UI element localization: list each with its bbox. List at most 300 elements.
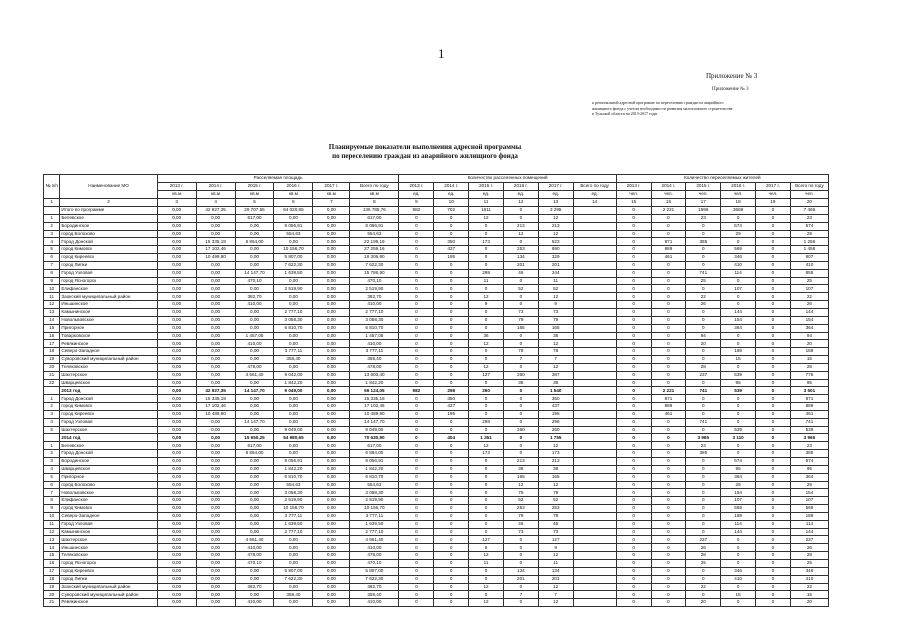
value-cell: 539 <box>790 426 828 434</box>
value-cell: 0,00 <box>313 458 350 466</box>
value-cell: 2 777,10 <box>350 528 399 536</box>
value-cell: 2 519,90 <box>274 285 313 293</box>
value-cell: 0 <box>399 458 434 466</box>
value-cell: 0,00 <box>157 481 196 489</box>
row-number <box>44 387 60 395</box>
value-cell: 0,00 <box>313 269 350 277</box>
value-cell: 12 <box>469 442 504 450</box>
row-number: 13 <box>44 536 60 544</box>
value-cell: 0,00 <box>274 450 313 458</box>
value-cell: 0,00 <box>196 583 235 591</box>
value-cell: 0,00 <box>313 363 350 371</box>
value-cell: 0 <box>399 410 434 418</box>
value-cell: 201 <box>503 261 538 269</box>
value-cell: 364 <box>790 324 828 332</box>
row-number: 6 <box>44 481 60 489</box>
value-cell: 0 <box>756 458 791 466</box>
municipality-name: Епифанское <box>60 285 157 293</box>
value-cell: 0 <box>721 536 756 544</box>
value-cell: 0 <box>686 528 721 536</box>
value-cell: 702 <box>434 207 469 215</box>
indicators-table <box>43 174 829 607</box>
value-cell: 0 <box>686 458 721 466</box>
value-cell: 1596 <box>686 207 721 215</box>
value-cell: 11 <box>538 277 573 285</box>
value-cell: 0,00 <box>196 332 235 340</box>
value-cell: 0,00 <box>235 489 274 497</box>
value-cell: 554,63 <box>274 481 313 489</box>
value-cell: 0,00 <box>196 363 235 371</box>
value-cell: 12 <box>538 340 573 348</box>
value-cell: 7 466 <box>790 207 828 215</box>
value-cell: 569 <box>721 505 756 513</box>
value-cell: 0 <box>616 418 651 426</box>
value-cell: 0 <box>756 277 791 285</box>
value-cell: 0 <box>651 552 686 560</box>
value-cell: 1 540 <box>538 387 573 395</box>
value-cell: 0 <box>399 450 434 458</box>
value-cell: 0 <box>651 230 686 238</box>
value-cell: 410,00 <box>350 544 399 552</box>
value-cell: 73 <box>503 308 538 316</box>
value-cell: 127 <box>469 371 504 379</box>
column-index: 2 <box>60 199 157 207</box>
total-header: Всего по году <box>573 183 616 191</box>
year-header: 2014 г. <box>196 183 235 191</box>
appendix-subtitle: Приложение № 3 <box>712 87 749 92</box>
value-cell: 28 <box>686 552 721 560</box>
group-premises-header: Количество расселенных помещений <box>399 175 616 183</box>
value-cell: 114 <box>790 520 828 528</box>
value-cell: 0 <box>616 246 651 254</box>
value-cell: 741 <box>686 418 721 426</box>
value-cell: 15 650,25 <box>235 434 274 442</box>
value-cell: 107 <box>721 497 756 505</box>
column-index: 10 <box>434 199 469 207</box>
value-cell: 0,00 <box>196 301 235 309</box>
value-cell: 29 <box>721 481 756 489</box>
value-cell: 12 <box>538 599 573 607</box>
row-number: 1 <box>44 214 60 222</box>
value-cell: 0,00 <box>313 591 350 599</box>
value-cell: 0 <box>756 497 791 505</box>
value-cell: 0 <box>686 481 721 489</box>
value-cell: 0 <box>399 473 434 481</box>
municipality-name: город Липки <box>60 575 157 583</box>
municipality-name: город Ясногорск <box>60 277 157 285</box>
row-number: 7 <box>44 489 60 497</box>
column-index: 4 <box>196 199 235 207</box>
value-cell: 470,10 <box>350 277 399 285</box>
value-cell: 0 <box>686 489 721 497</box>
value-cell: 0 <box>616 363 651 371</box>
document-title-line: по переселению граждан из аварийного жилищного фонда <box>332 152 518 160</box>
empty-cell <box>573 583 616 591</box>
value-cell: 20 <box>686 599 721 607</box>
year-header: 2016 г. <box>503 183 538 191</box>
value-cell: 0 <box>651 426 686 434</box>
value-cell: 0 <box>686 512 721 520</box>
value-cell: 9 <box>538 301 573 309</box>
value-cell: 410,00 <box>350 599 399 607</box>
value-cell: 0 <box>616 450 651 458</box>
value-cell: 364 <box>721 324 756 332</box>
value-cell: 0,00 <box>196 497 235 505</box>
value-cell: 0 <box>721 301 756 309</box>
value-cell: 385 <box>790 450 828 458</box>
empty-cell <box>573 505 616 513</box>
value-cell: 0,00 <box>196 552 235 560</box>
value-cell: 260 <box>503 426 538 434</box>
table-row <box>44 222 829 230</box>
municipality-name: Город Донской <box>60 238 157 246</box>
table-row <box>44 332 829 340</box>
value-cell: 0,00 <box>313 332 350 340</box>
municipality-name: Камынинское <box>60 528 157 536</box>
value-cell: 0,00 <box>196 230 235 238</box>
value-cell: 574 <box>790 222 828 230</box>
value-cell: 0 <box>721 340 756 348</box>
value-cell: 0,00 <box>235 458 274 466</box>
value-cell: 0,00 <box>313 505 350 513</box>
value-cell: 0,00 <box>157 465 196 473</box>
value-cell: 0,00 <box>274 301 313 309</box>
value-cell: 12 <box>469 293 504 301</box>
value-cell: 298 <box>538 418 573 426</box>
value-cell: 0,00 <box>196 269 235 277</box>
value-cell: 0 <box>651 458 686 466</box>
value-cell: 0,00 <box>157 458 196 466</box>
value-cell: 741 <box>790 418 828 426</box>
value-cell: 0 <box>756 473 791 481</box>
value-cell: 382,70 <box>235 583 274 591</box>
value-cell: 1 256 <box>790 238 828 246</box>
value-cell: 0 <box>756 207 791 215</box>
value-cell: 17 102,46 <box>350 403 399 411</box>
value-cell: 0 <box>434 340 469 348</box>
appendix-description-line: к региональной адресной программе по переселению граждан из аварийного <box>592 100 724 105</box>
value-cell: 0,00 <box>157 410 196 418</box>
value-cell: 0 <box>651 559 686 567</box>
value-cell: 0 <box>721 214 756 222</box>
value-cell: 0 <box>503 544 538 552</box>
value-cell: 0 <box>651 340 686 348</box>
value-cell: 382,70 <box>350 293 399 301</box>
value-cell: 0 <box>469 222 504 230</box>
value-cell: 0 <box>434 599 469 607</box>
value-cell: 165 <box>503 473 538 481</box>
value-cell: 3 777,11 <box>274 512 313 520</box>
appendix-description-line: жилищного фонда с учетом необходимости развития малоэтажного строительства <box>592 105 733 111</box>
value-cell: 0,00 <box>313 230 350 238</box>
row-number: 3 <box>44 458 60 466</box>
row-number: 12 <box>44 528 60 536</box>
value-cell: 346 <box>721 567 756 575</box>
value-cell: 0 <box>503 418 538 426</box>
value-cell: 134 <box>503 567 538 575</box>
municipality-name: Шварцевское <box>60 465 157 473</box>
value-cell: 28 <box>790 552 828 560</box>
value-cell: 0 <box>434 426 469 434</box>
empty-cell <box>573 575 616 583</box>
value-cell: 0 <box>399 489 434 497</box>
value-cell: 0 <box>503 403 538 411</box>
empty-cell <box>573 410 616 418</box>
value-cell: 574 <box>721 222 756 230</box>
value-cell: 0 <box>686 348 721 356</box>
value-cell: 0 <box>399 403 434 411</box>
value-cell: 0 <box>434 536 469 544</box>
value-cell: 889 <box>651 246 686 254</box>
value-cell: 0 <box>651 489 686 497</box>
year-header: 2013 г. <box>399 183 434 191</box>
value-cell: 0 <box>686 324 721 332</box>
value-cell: 0 <box>721 332 756 340</box>
empty-cell <box>573 442 616 450</box>
value-cell: 0 <box>756 520 791 528</box>
row-number: 19 <box>44 583 60 591</box>
value-cell: 0,00 <box>313 254 350 262</box>
value-cell: 574 <box>790 458 828 466</box>
empty-cell <box>573 230 616 238</box>
column-index: 6 <box>274 199 313 207</box>
table-row <box>44 575 829 583</box>
value-cell: 0 <box>616 505 651 513</box>
value-cell: 0,00 <box>313 340 350 348</box>
value-cell: 0 <box>756 316 791 324</box>
value-cell: 0 <box>434 269 469 277</box>
value-cell: 0 <box>616 261 651 269</box>
municipality-name: Теляковское <box>60 363 157 371</box>
value-cell: 0,00 <box>313 261 350 269</box>
value-cell: 0 <box>503 434 538 442</box>
table-row <box>44 497 829 505</box>
value-cell: 0 <box>616 285 651 293</box>
municipality-name: город Болохово <box>60 481 157 489</box>
table-row <box>44 371 829 379</box>
value-cell: 0 <box>616 214 651 222</box>
table-row <box>44 246 829 254</box>
value-cell: 0,00 <box>157 379 196 387</box>
value-cell: 0 <box>651 418 686 426</box>
value-cell: 0 <box>721 395 756 403</box>
value-cell: 0 <box>651 332 686 340</box>
value-cell: 0 <box>469 520 504 528</box>
value-cell: 0,00 <box>157 497 196 505</box>
row-number: 1 <box>44 442 60 450</box>
value-cell: 0 <box>399 324 434 332</box>
value-cell: 144 <box>721 528 756 536</box>
table-row <box>44 450 829 458</box>
value-cell: 0 <box>721 450 756 458</box>
value-cell: 0 <box>616 458 651 466</box>
value-cell: 0 <box>756 340 791 348</box>
table-row <box>44 403 829 411</box>
value-cell: 213 <box>503 222 538 230</box>
empty-cell <box>573 277 616 285</box>
value-cell: 2 777,10 <box>350 308 399 316</box>
value-cell: 0,00 <box>157 489 196 497</box>
value-cell: 0 <box>756 371 791 379</box>
value-cell: 0 <box>434 559 469 567</box>
unit-header: ед. <box>573 191 616 199</box>
value-cell: 470,10 <box>350 559 399 567</box>
empty-cell <box>573 465 616 473</box>
unit-header: кв.м <box>274 191 313 199</box>
row-number: 3 <box>44 230 60 238</box>
value-cell: 0,00 <box>235 575 274 583</box>
value-cell: 0 <box>616 567 651 575</box>
value-cell: 0 <box>503 410 538 418</box>
value-cell: 12 <box>538 214 573 222</box>
value-cell: 0,00 <box>313 379 350 387</box>
value-cell: 0,00 <box>196 418 235 426</box>
value-cell: 8 056,91 <box>274 222 313 230</box>
value-cell: 0 <box>434 371 469 379</box>
value-cell: 0 <box>686 316 721 324</box>
value-cell: 2 221 <box>651 387 686 395</box>
value-cell: 201 <box>538 261 573 269</box>
value-cell: 0,00 <box>313 246 350 254</box>
value-cell: 0,00 <box>157 261 196 269</box>
value-cell: 0,00 <box>274 410 313 418</box>
value-cell: 0,00 <box>157 520 196 528</box>
municipality-name: Суворовский муниципальный район <box>60 591 157 599</box>
value-cell: 3 501 <box>790 387 828 395</box>
value-cell: 0,00 <box>196 324 235 332</box>
appendix-description-line: в Тульской области на 2013-2017 годы <box>592 111 658 117</box>
value-cell: 10 489,90 <box>196 410 235 418</box>
value-cell: 0,00 <box>313 418 350 426</box>
municipality-name: Город Донской <box>60 395 157 403</box>
value-cell: 0,00 <box>196 450 235 458</box>
value-cell: 410,00 <box>350 301 399 309</box>
value-cell: 189 <box>790 512 828 520</box>
municipality-name: Город Узловая <box>60 520 157 528</box>
value-cell: 0,00 <box>313 465 350 473</box>
year-header: 2016 г. <box>721 183 756 191</box>
value-cell: 52 <box>538 497 573 505</box>
value-cell: 0,00 <box>196 458 235 466</box>
value-cell: 0 <box>721 559 756 567</box>
value-cell: 0 <box>434 583 469 591</box>
value-cell: 0 <box>686 567 721 575</box>
value-cell: 298 <box>434 387 469 395</box>
value-cell: 0,00 <box>157 434 196 442</box>
value-cell: 0 <box>686 379 721 387</box>
table-row <box>44 512 829 520</box>
value-cell: 0 <box>399 442 434 450</box>
value-cell: 0 <box>756 293 791 301</box>
year-header: 2013 г. <box>157 183 196 191</box>
value-cell: 0 <box>616 473 651 481</box>
value-cell: 107 <box>790 497 828 505</box>
value-cell: 0 <box>616 379 651 387</box>
value-cell: 690 <box>538 246 573 254</box>
value-cell: 0 <box>503 395 538 403</box>
value-cell: 0 <box>651 591 686 599</box>
value-cell: 0 <box>434 489 469 497</box>
value-cell: 15 <box>790 591 828 599</box>
value-cell: 6 864,00 <box>235 238 274 246</box>
row-number: 8 <box>44 497 60 505</box>
value-cell: 0,00 <box>313 214 350 222</box>
value-cell: 0,00 <box>196 442 235 450</box>
value-cell: 0,00 <box>235 410 274 418</box>
value-cell: 154 <box>790 489 828 497</box>
value-cell: 29 707,55 <box>235 207 274 215</box>
value-cell: 10 156,70 <box>274 246 313 254</box>
row-number: 10 <box>44 512 60 520</box>
table-row <box>44 395 829 403</box>
empty-cell <box>573 348 616 356</box>
value-cell: 173 <box>469 450 504 458</box>
value-cell: 0,00 <box>313 559 350 567</box>
value-cell: 0 <box>756 575 791 583</box>
value-cell: 0 <box>756 230 791 238</box>
empty-cell <box>573 559 616 567</box>
value-cell: 0,00 <box>235 395 274 403</box>
value-cell: 0,00 <box>313 426 350 434</box>
value-cell: 7 622,30 <box>274 575 313 583</box>
value-cell: 0 <box>756 410 791 418</box>
empty-cell <box>573 387 616 395</box>
value-cell: 617,00 <box>235 442 274 450</box>
value-cell: 0,00 <box>157 246 196 254</box>
value-cell: 0 <box>651 348 686 356</box>
value-cell: 0 <box>756 324 791 332</box>
value-cell: 0 <box>469 254 504 262</box>
value-cell: 523 <box>538 238 573 246</box>
table-row <box>44 207 829 215</box>
value-cell: 461 <box>790 410 828 418</box>
value-cell: 201 <box>503 575 538 583</box>
value-cell: 1 639,50 <box>274 269 313 277</box>
value-cell: 12 <box>538 230 573 238</box>
value-cell: 6 810,70 <box>274 473 313 481</box>
value-cell: 0,00 <box>235 356 274 364</box>
value-cell: 0,00 <box>157 207 196 215</box>
value-cell: 0 <box>399 301 434 309</box>
value-cell: 0,00 <box>157 505 196 513</box>
value-cell: 0 <box>399 222 434 230</box>
value-cell: 0 <box>469 512 504 520</box>
value-cell: 0,00 <box>313 442 350 450</box>
value-cell: 0 <box>651 308 686 316</box>
row-number: 2 <box>44 403 60 411</box>
value-cell: 95 <box>721 379 756 387</box>
value-cell: 0 <box>434 316 469 324</box>
value-cell: 15 <box>721 356 756 364</box>
municipality-name: Северо-Западное <box>60 512 157 520</box>
value-cell: 0 <box>399 261 434 269</box>
row-number: 11 <box>44 520 60 528</box>
value-cell: 114 <box>721 520 756 528</box>
value-cell: 0 <box>616 301 651 309</box>
value-cell: 871 <box>651 238 686 246</box>
table-row <box>44 230 829 238</box>
municipality-name: Северо-Западное <box>60 348 157 356</box>
value-cell: 0 <box>651 371 686 379</box>
value-cell: 0 <box>616 269 651 277</box>
value-cell: 0 <box>469 316 504 324</box>
value-cell: 569 <box>790 505 828 513</box>
value-cell: 0,00 <box>196 599 235 607</box>
value-cell: 134 <box>538 567 573 575</box>
value-cell: 0 <box>756 591 791 599</box>
value-cell: 0 <box>686 222 721 230</box>
value-cell: 0 <box>686 308 721 316</box>
